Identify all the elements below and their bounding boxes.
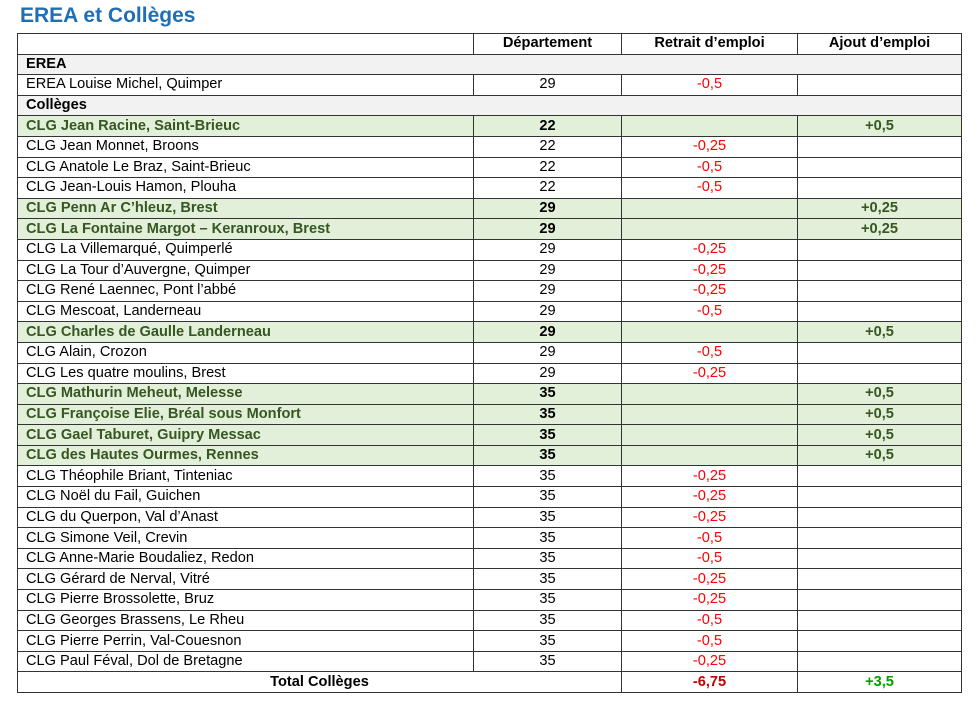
retrait-cell: -0,5 [622,631,798,652]
college-row [18,178,962,199]
establishment-name: CLG Gael Taburet, Guipry Messac [18,425,474,446]
college-row [18,528,962,549]
section-colleges-label: Collèges [18,95,474,116]
erea-row [18,75,962,96]
ajout-cell: +0,5 [798,404,962,425]
departement-cell: 35 [474,404,622,425]
departement-cell: 35 [474,487,622,508]
ajout-cell [798,281,962,302]
ajout-cell [798,136,962,157]
ajout-cell [798,651,962,672]
departement-cell: 35 [474,466,622,487]
ajout-cell [798,75,962,96]
retrait-cell: -0,25 [622,281,798,302]
total-ajout: +3,5 [798,672,962,693]
ajout-cell [798,363,962,384]
departement-cell: 22 [474,136,622,157]
college-row [18,281,962,302]
ajout-cell [798,342,962,363]
departement-cell: 22 [474,178,622,199]
establishment-name: CLG Paul Féval, Dol de Bretagne [18,651,474,672]
section-colleges-fill [474,95,962,116]
establishment-name: CLG Théophile Briant, Tinteniac [18,466,474,487]
ajout-cell: +0,5 [798,445,962,466]
ajout-cell [798,239,962,260]
establishment-name: CLG La Villemarqué, Quimperlé [18,239,474,260]
retrait-cell: -0,25 [622,487,798,508]
college-row [18,219,962,240]
departement-cell: 35 [474,384,622,405]
establishment-name: CLG Françoise Elie, Bréal sous Monfort [18,404,474,425]
ajout-cell: +0,5 [798,384,962,405]
establishment-name: CLG Pierre Brossolette, Bruz [18,590,474,611]
retrait-cell: -0,5 [622,178,798,199]
establishment-name: CLG Jean Monnet, Broons [18,136,474,157]
establishment-name: CLG Mescoat, Landerneau [18,301,474,322]
departement-cell: 35 [474,445,622,466]
departement-cell: 35 [474,651,622,672]
college-row [18,239,962,260]
college-row [18,157,962,178]
ajout-cell [798,548,962,569]
departement-cell: 29 [474,75,622,96]
college-row [18,507,962,528]
establishment-name: CLG Anatole Le Braz, Saint-Brieuc [18,157,474,178]
departement-cell: 35 [474,610,622,631]
section-erea-row [18,54,962,75]
retrait-cell: -0,25 [622,651,798,672]
establishment-name: CLG Gérard de Nerval, Vitré [18,569,474,590]
establishment-name: CLG Noël du Fail, Guichen [18,487,474,508]
ajout-cell [798,178,962,199]
ajout-cell [798,590,962,611]
departement-cell: 35 [474,507,622,528]
college-row [18,548,962,569]
section-colleges-row [18,95,962,116]
establishment-name: CLG Simone Veil, Crevin [18,528,474,549]
establishment-name: CLG René Laennec, Pont l’abbé [18,281,474,302]
establishment-name: CLG Georges Brassens, Le Rheu [18,610,474,631]
college-row [18,342,962,363]
departement-cell: 35 [474,631,622,652]
establishment-name: CLG Jean Racine, Saint-Brieuc [18,116,474,137]
retrait-cell: -0,5 [622,610,798,631]
ajout-cell [798,301,962,322]
retrait-cell: -0,25 [622,239,798,260]
college-row [18,610,962,631]
ajout-cell [798,157,962,178]
ajout-cell: +0,25 [798,198,962,219]
establishment-name: CLG Mathurin Meheut, Melesse [18,384,474,405]
section-erea-fill [474,54,962,75]
college-row [18,363,962,384]
header-name [18,34,474,55]
section-erea-label: EREA [18,54,474,75]
retrait-cell: -0,25 [622,466,798,487]
college-row [18,260,962,281]
college-row [18,198,962,219]
departement-cell: 29 [474,219,622,240]
retrait-cell [622,425,798,446]
header-retrait: Retrait d’emploi [622,34,798,55]
departement-cell: 29 [474,301,622,322]
establishment-name: CLG Les quatre moulins, Brest [18,363,474,384]
retrait-cell [622,116,798,137]
departement-cell: 29 [474,198,622,219]
departement-cell: 35 [474,528,622,549]
total-label: Total Collèges [18,672,622,693]
ajout-cell [798,507,962,528]
retrait-cell [622,404,798,425]
ajout-cell: +0,25 [798,219,962,240]
departement-cell: 29 [474,281,622,302]
ajout-cell [798,487,962,508]
departement-cell: 35 [474,569,622,590]
ajout-cell [798,528,962,549]
establishment-name: CLG Alain, Crozon [18,342,474,363]
departement-cell: 29 [474,363,622,384]
establishment-name: CLG Charles de Gaulle Landerneau [18,322,474,343]
establishment-name: CLG Anne-Marie Boudaliez, Redon [18,548,474,569]
total-retrait: -6,75 [622,672,798,693]
college-row [18,487,962,508]
college-row [18,590,962,611]
college-row [18,404,962,425]
header-ajout: Ajout d’emploi [798,34,962,55]
college-row [18,569,962,590]
ajout-cell: +0,5 [798,425,962,446]
establishment-name: EREA Louise Michel, Quimper [18,75,474,96]
ajout-cell: +0,5 [798,322,962,343]
retrait-cell: -0,5 [622,157,798,178]
departement-cell: 29 [474,342,622,363]
retrait-cell [622,219,798,240]
establishment-name: CLG Pierre Perrin, Val-Couesnon [18,631,474,652]
departement-cell: 22 [474,116,622,137]
college-row [18,651,962,672]
page-title: EREA et Collèges [20,4,196,27]
departement-cell: 29 [474,239,622,260]
ajout-cell [798,631,962,652]
college-row [18,301,962,322]
college-row [18,425,962,446]
college-row [18,116,962,137]
ajout-cell [798,466,962,487]
departement-cell: 35 [474,425,622,446]
table-header-row [18,34,962,55]
retrait-cell [622,322,798,343]
retrait-cell: -0,25 [622,590,798,611]
establishment-name: CLG Jean-Louis Hamon, Plouha [18,178,474,199]
header-departement: Département [474,34,622,55]
ajout-cell [798,260,962,281]
total-row [18,672,962,693]
departement-cell: 29 [474,322,622,343]
establishment-name: CLG Penn Ar C’hleuz, Brest [18,198,474,219]
ajout-cell [798,569,962,590]
college-row [18,631,962,652]
departement-cell: 35 [474,590,622,611]
retrait-cell [622,384,798,405]
establishment-name: CLG des Hautes Ourmes, Rennes [18,445,474,466]
retrait-cell: -0,25 [622,569,798,590]
ajout-cell: +0,5 [798,116,962,137]
staffing-table [17,33,962,693]
ajout-cell [798,610,962,631]
establishment-name: CLG La Fontaine Margot – Keranroux, Brest [18,219,474,240]
departement-cell: 22 [474,157,622,178]
retrait-cell: -0,25 [622,507,798,528]
retrait-cell: -0,5 [622,75,798,96]
retrait-cell [622,445,798,466]
college-row [18,322,962,343]
departement-cell: 35 [474,548,622,569]
retrait-cell: -0,5 [622,342,798,363]
college-row [18,445,962,466]
college-row [18,384,962,405]
retrait-cell: -0,25 [622,136,798,157]
college-row [18,466,962,487]
retrait-cell: -0,5 [622,301,798,322]
retrait-cell: -0,25 [622,260,798,281]
retrait-cell: -0,5 [622,528,798,549]
retrait-cell [622,198,798,219]
retrait-cell: -0,25 [622,363,798,384]
retrait-cell: -0,5 [622,548,798,569]
establishment-name: CLG La Tour d’Auvergne, Quimper [18,260,474,281]
departement-cell: 29 [474,260,622,281]
establishment-name: CLG du Querpon, Val d’Anast [18,507,474,528]
college-row [18,136,962,157]
